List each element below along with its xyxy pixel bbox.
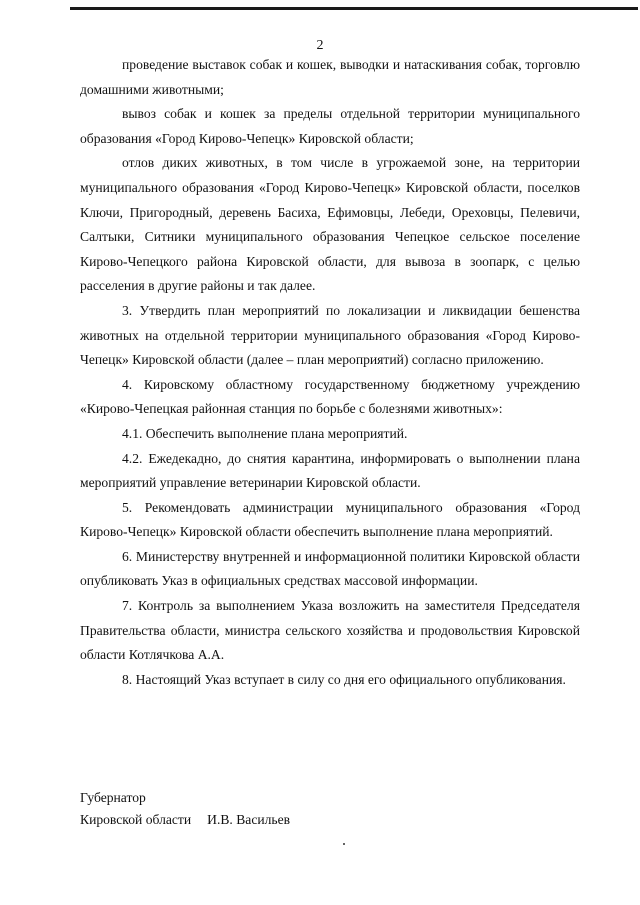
paragraph-3: отлов диких животных, в том числе в угрожаемой зоне, на территории муниципального образования «Город Кирово-Чепецк» Кировской области, поселков Ключи, Пригородный, деревень Басиха, Ефимовцы, Лебеди, Ореховцы, Пелевичи, Салтыки, Ситники муниципального образования Чепецкое сельское поселение Кирово-Чепецкого района Кировской области, для вывоза в зоопарк, с целью расселения в другие районы и так далее. — [80, 155, 580, 294]
signature-region: Кировской области — [80, 812, 192, 827]
paragraph-11: 8. Настоящий Указ вступает в силу со дня его официального опубликования. — [122, 671, 566, 687]
paragraph-9: 6. Министерству внутренней и информационной политики Кировской области опубликовать Указ в официальных средствах массовой информации. — [80, 548, 580, 589]
paragraph-1: проведение выставок собак и кошек, выводки и натаскивания собак, торговлю домашними животными; — [80, 57, 580, 97]
signatory-name: И.В. Васильев — [207, 812, 291, 827]
top-border-line — [70, 7, 638, 10]
paragraph-7: 4.2. Ежедекадно, до снятия карантина, информировать о выполнении плана мероприятий управление ветеринарии Кировской области. — [80, 450, 580, 491]
paragraph-8: 5. Рекомендовать администрации муниципального образования «Город Кирово-Чепецк» Кировской области обеспечить выполнение плана мероприятий. — [80, 499, 580, 540]
document-body — [80, 53, 580, 692]
paragraph-5: 4. Кировскому областному государственному бюджетному учреждению «Кирово-Чепецкая районная станция по борьбе с болезнями животных»: — [80, 376, 580, 417]
page-number: 2 — [316, 38, 324, 53]
paragraph-10: 7. Контроль за выполнением Указа возложить на заместителя Председателя Правительства области, министра сельского хозяйства и продовольствия Кировской области Котлячкова А.А. — [80, 598, 580, 663]
signature-title-line-2 — [80, 809, 290, 831]
paragraph-4: 3. Утвердить план мероприятий по локализации и ликвидации бешенства животных на отдельной территории муниципального образования «Город Кирово-Чепецк» Кировской области (далее – план мероприятий) согласно приложению. — [80, 302, 580, 368]
paragraph-2: вывоз собак и кошек за пределы отдельной территории муниципального образования «Город Кирово-Чепецк» Кировской области; — [80, 106, 580, 146]
scan-speck — [343, 843, 345, 845]
paragraph-6: 4.1. Обеспечить выполнение плана мероприятий. — [122, 425, 408, 441]
signature-block — [80, 787, 290, 831]
signature-title-line-1: Губернатор — [80, 790, 146, 805]
